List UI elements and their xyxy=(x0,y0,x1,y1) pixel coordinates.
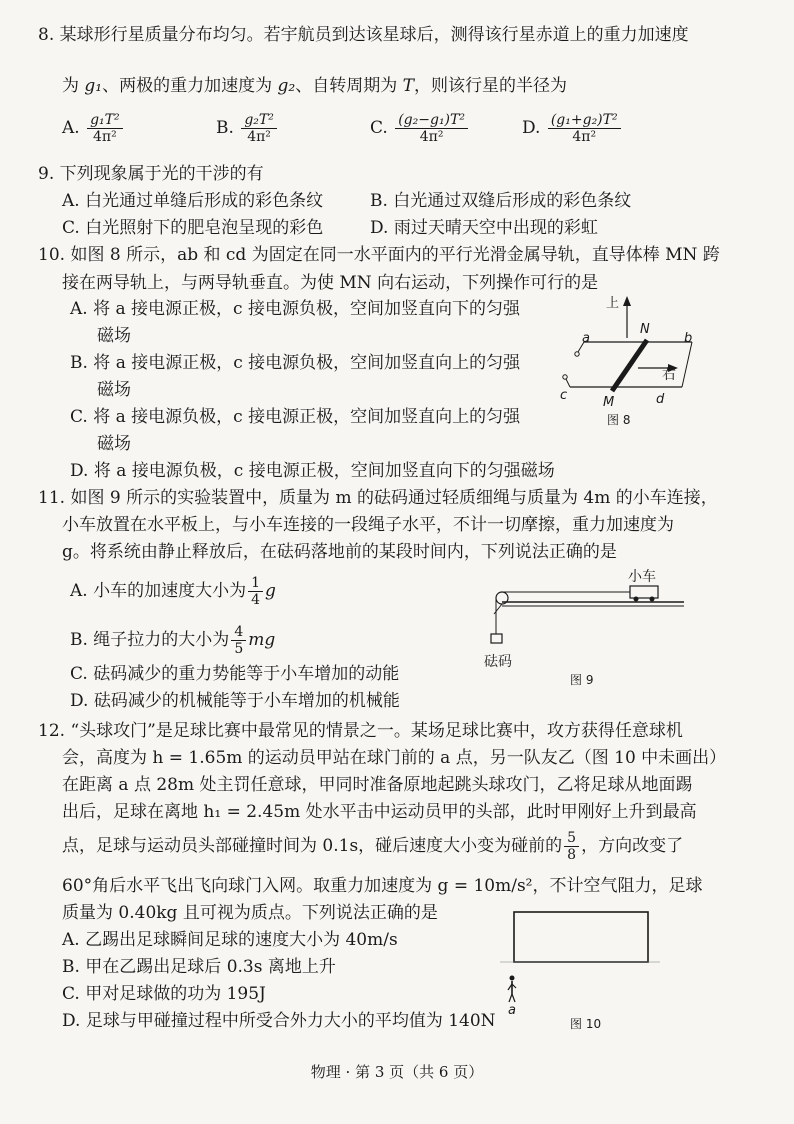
fig8-label-a: a xyxy=(582,331,590,346)
fig8-label-n: N xyxy=(640,322,650,337)
q9-option-d: D. 雨过天晴天空中出现的彩虹 xyxy=(370,218,598,238)
q9-stem: 9. 下列现象属于光的干涉的有 xyxy=(38,164,264,184)
q12-line3: 在距离 a 点 28m 处主罚任意球，甲同时准备原地起跳头球攻门，乙将足球从地面踢 xyxy=(62,775,693,795)
q9-option-b: B. 白光通过双缝后形成的彩色条纹 xyxy=(370,191,632,211)
q8-option-a: A. $\frac{\text{g₁T²}}{\text{4π²}}$ xyxy=(62,112,125,145)
q10-option-b-line2: 磁场 xyxy=(97,380,131,400)
q11-option-b: B. 绳子拉力的大小为 $\frac{4}{5}$ mg xyxy=(70,624,276,657)
q12-line5: 点，足球与运动员头部碰撞时间为 0.1s，碰后速度大小变为碰前的 $\frac{5}{8}$ ，方向改变了 xyxy=(62,830,684,863)
q8-option-b: B. $\frac{\text{g₂T²}}{\text{4π²}}$ xyxy=(216,112,279,145)
q10-option-c-line1: C. 将 a 接电源负极，c 接电源正极，空间加竖直向上的匀强 xyxy=(70,407,521,427)
q8-option-d: D. $\frac{\text{(g₁+g₂)T²}}{\text{4π²}}$ xyxy=(522,112,623,145)
q12-option-c: C. 甲对足球做的功为 195J xyxy=(62,984,266,1004)
page-footer: 物理 · 第 3 页（共 6 页） xyxy=(310,1063,484,1081)
q12-line2: 会，高度为 h = 1.65m 的运动员甲站在球门前的 a 点，另一队友乙（图 10 中未画出） xyxy=(62,748,727,768)
fig8-up-label: 上 xyxy=(606,296,620,311)
q11-option-c: C. 砝码减少的重力势能等于小车增加的动能 xyxy=(70,664,400,684)
q11-line1: 11. 如图 9 所示的实验装置中，质量为 m 的砝码通过轻质细绳与质量为 4m 的小车连接， xyxy=(38,488,718,508)
q10-option-a-line1: A. 将 a 接电源正极，c 接电源负极，空间加竖直向下的匀强 xyxy=(70,299,520,319)
q9-option-a: A. 白光通过单缝后形成的彩色条纹 xyxy=(62,191,324,211)
fig8-label-m: M xyxy=(603,395,615,410)
q8-line1: 8. 某球形行星质量分布均匀。若宇航员到达该星球后，测得该行星赤道上的重力加速度 xyxy=(38,25,689,45)
fig9-caption: 图 9 xyxy=(570,673,594,687)
q12-line7: 质量为 0.40kg 且可视为质点。下列说法正确的是 xyxy=(62,903,438,923)
q12-line1: 12. “头球攻门”是足球比赛中最常见的情景之一。某场足球比赛中，攻方获得任意球机 xyxy=(38,721,683,741)
q10-line2: 接在两导轨上，与两导轨垂直。为使 MN 向右运动，下列操作可行的是 xyxy=(62,273,599,293)
figure-10-goal-diagram xyxy=(500,906,660,1016)
figure-9-pulley-setup xyxy=(488,584,688,674)
q10-option-d: D. 将 a 接电源负极，c 接电源正极，空间加竖直向下的匀强磁场 xyxy=(70,461,555,481)
fig8-caption: 图 8 xyxy=(607,413,631,427)
q12-line4: 出后，足球在离地 h₁ = 2.45m 处水平击中运动员甲的头部，此时甲刚好上升到最高 xyxy=(62,802,697,822)
q10-option-a-line2: 磁场 xyxy=(97,326,131,346)
fig8-label-d: d xyxy=(656,392,665,407)
fig9-weight-label: 砝码 xyxy=(484,654,512,670)
q10-option-b-line1: B. 将 a 接电源正极，c 接电源负极，空间加竖直向上的匀强 xyxy=(70,353,521,373)
q8-option-c: C. $\frac{\text{(g₂−g₁)T²}}{\text{4π²}}$ xyxy=(370,112,470,145)
q8-line2: 为 g₁、两极的重力加速度为 g₂、自转周期为 T，则该行星的半径为 xyxy=(62,76,567,96)
q11-option-a: A. 小车的加速度大小为 $\frac{1}{4}$ g xyxy=(70,575,276,608)
fig10-label-a: a xyxy=(508,1003,516,1018)
figure-8-rails-diagram xyxy=(550,290,710,430)
q11-line2: 小车放置在水平板上，与小车连接的一段绳子水平，不计一切摩擦，重力加速度为 xyxy=(62,515,674,535)
fig8-label-b: b xyxy=(684,331,693,346)
fig8-right-label: 右 xyxy=(662,367,676,383)
q9-option-c: C. 白光照射下的肥皂泡呈现的彩色 xyxy=(62,218,324,238)
q11-line3: g。将系统由静止释放后，在砝码落地前的某段时间内，下列说法正确的是 xyxy=(62,542,617,562)
q12-option-d: D. 足球与甲碰撞过程中所受合外力大小的平均值为 140N xyxy=(62,1011,496,1031)
q10-option-c-line2: 磁场 xyxy=(97,434,131,454)
q12-option-b: B. 甲在乙踢出足球后 0.3s 离地上升 xyxy=(62,957,336,977)
q12-option-a: A. 乙踢出足球瞬间足球的速度大小为 40m/s xyxy=(62,930,398,950)
fig8-label-c: c xyxy=(560,388,568,403)
q12-line6: 60°角后水平飞出飞向球门入网。取重力加速度为 g = 10m/s²，不计空气阻力，足球 xyxy=(62,876,703,896)
q10-line1: 10. 如图 8 所示，ab 和 cd 为固定在同一水平面内的平行光滑金属导轨，直导体棒 MN 跨 xyxy=(38,245,720,265)
q11-option-d: D. 砝码减少的机械能等于小车增加的机械能 xyxy=(70,691,400,711)
fig10-caption: 图 10 xyxy=(570,1017,602,1031)
fig9-car-label: 小车 xyxy=(628,569,656,585)
